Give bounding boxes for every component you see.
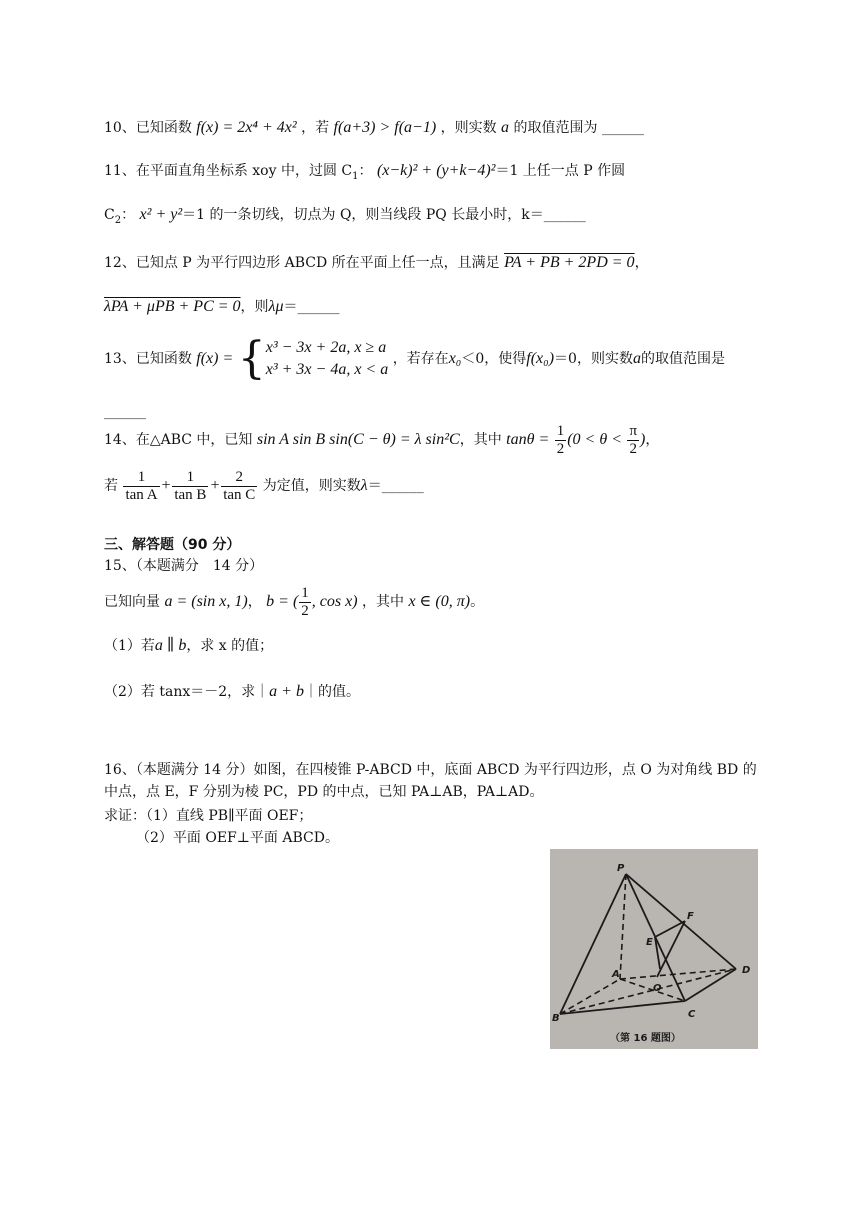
question-15-part-2 — [104, 682, 360, 702]
q11-text: 11、在平面直角坐标系 xoy 中，过圆 C — [104, 163, 353, 179]
q10-variable: a — [501, 119, 510, 136]
question-13 — [104, 333, 725, 384]
q14-lambda: λ — [360, 477, 368, 494]
q14-tan: tanθ = — [506, 431, 550, 448]
piecewise-cases — [266, 337, 389, 381]
label-O: O — [653, 983, 662, 994]
question-16-prove-1: 求证：（1）直线 PB∥平面 OEF； — [104, 808, 313, 824]
label-A: A — [612, 969, 620, 980]
diagonal-BD — [560, 969, 736, 1014]
edge-PA — [620, 874, 626, 979]
denominator: 2 — [301, 602, 309, 619]
answer-blank[interactable]: ______ — [104, 404, 146, 420]
q10-text: 的取值范围为 — [513, 120, 598, 136]
label-C: C — [688, 1009, 696, 1020]
q14-text: ，其中 — [459, 432, 502, 448]
answer-blank[interactable]: ______ — [601, 120, 644, 136]
q11-text: ： — [121, 207, 136, 223]
question-12-line-1 — [104, 253, 649, 273]
q13-text: ，若存在 — [392, 351, 449, 367]
question-15-part-1 — [104, 636, 273, 656]
q15-text: （2）若 tanx＝－2，求｜ — [104, 684, 270, 700]
q10-text: ，若 — [301, 120, 330, 136]
q10-prefix: 10、已知函数 — [104, 120, 192, 136]
section-heading: 三、解答题（90 分） — [104, 537, 241, 553]
q14-equation: sin A sin B sin(C − θ) = λ sin²C — [256, 431, 460, 448]
numerator: 2 — [221, 469, 257, 487]
fraction — [123, 469, 159, 504]
question-10 — [104, 118, 644, 138]
q12-vector-equation: PA + PB + 2PD = 0 — [504, 254, 635, 271]
question-15-header: 15、（本题满分 14 分） — [104, 558, 264, 574]
edge-PD — [626, 874, 736, 969]
answer-blank[interactable]: ______ — [297, 299, 340, 315]
subscript: 1 — [352, 170, 359, 182]
subscript: 2 — [114, 214, 122, 226]
numerator: π — [629, 422, 638, 439]
q15-text: ， — [247, 594, 262, 610]
fraction — [172, 469, 208, 504]
label-D: D — [742, 965, 751, 976]
denominator: 2 — [629, 440, 637, 457]
denominator: tan B — [174, 486, 207, 503]
q11-text: ＝1 上任一点 P 作圆 — [495, 163, 626, 179]
question-14-line-1 — [104, 420, 659, 460]
q12-product: λμ — [268, 298, 284, 315]
q13-text: 13、已知函数 — [104, 351, 192, 367]
fraction — [555, 423, 567, 458]
brace-icon: { — [237, 333, 266, 384]
q11-circle-equation: (x−k)² + (y+k−4)² — [376, 162, 496, 179]
label-F: F — [687, 911, 694, 922]
question-16-prove-2: （2）平面 OEF⊥平面 ABCD。 — [136, 830, 339, 846]
q13-case-2: x³ + 3x − 4a, x < a — [265, 361, 389, 378]
q13-text: ＝0，则实数 — [554, 351, 633, 367]
denominator: tan A — [125, 486, 158, 503]
q13-case-1: x³ − 3x + 2a, x ≥ a — [265, 339, 387, 356]
q15-text: ，求 x 的值； — [186, 638, 274, 654]
q15-domain: x ∈ (0, π) — [408, 593, 471, 610]
question-11-line-1 — [104, 161, 625, 187]
question-14-line-2 — [104, 466, 424, 506]
q14-text: 若 — [104, 478, 118, 494]
q14-range: (0 < θ < — [567, 431, 622, 448]
q12-text: 12、已知点 P 为平行四边形 ABCD 所在平面上任一点，且满足 — [104, 255, 500, 271]
q11-text: ＝1 的一条切线，切点为 Q，则当线段 PQ 长最小时，k＝ — [182, 207, 544, 223]
fraction — [221, 469, 257, 504]
answer-blank[interactable]: ______ — [543, 207, 586, 223]
q14-text: ＝ — [367, 478, 382, 494]
figure-caption: （第 16 题图） — [610, 1033, 681, 1044]
edge-CD — [685, 969, 736, 1001]
q13-text: 的取值范围是 — [640, 351, 725, 367]
fraction — [627, 423, 639, 458]
answer-blank[interactable]: ______ — [381, 478, 424, 494]
q14-range: ) — [640, 431, 646, 448]
plus-sign: + — [209, 477, 221, 494]
q15-text: ，其中 — [361, 594, 404, 610]
edge-PB — [560, 874, 626, 1014]
q13-x0: x₀ — [448, 350, 462, 367]
q13-text: ＜0，使得 — [461, 351, 527, 367]
q13-variable: a — [632, 350, 641, 367]
vector-b: , cos x) — [311, 593, 358, 610]
pyramid-diagram — [550, 849, 758, 1049]
q13-fx0: f(x₀) — [526, 350, 555, 367]
q11-circle-equation: x² + y² — [139, 206, 183, 223]
q15-text: （1）若 — [104, 638, 155, 654]
q15-parallel: a ∥ b — [154, 637, 187, 654]
vector-b: b = ( — [266, 593, 299, 610]
denominator: 2 — [556, 440, 565, 457]
q15-text: ｜的值。 — [303, 684, 360, 700]
label-E: E — [646, 937, 653, 948]
numerator: 1 — [172, 469, 208, 487]
q12-text: ， — [634, 255, 649, 271]
label-P: P — [617, 863, 625, 874]
denominator: tan C — [223, 486, 256, 503]
vector-a: a = (sin x, 1) — [164, 593, 248, 610]
fraction — [299, 585, 311, 620]
plus-sign: + — [160, 477, 172, 494]
question-15-given — [104, 582, 484, 622]
label-B: B — [552, 1013, 560, 1024]
question-12-line-2 — [104, 297, 340, 317]
numerator: 1 — [301, 584, 309, 601]
question-11-line-2 — [104, 205, 586, 231]
q13-function: f(x) = — [196, 350, 234, 367]
q14-text: 为定值，则实数 — [262, 478, 361, 494]
numerator: 1 — [123, 469, 159, 487]
q10-text: ，则实数 — [440, 120, 497, 136]
pyramid-figure — [550, 849, 758, 1049]
q10-condition: f(a+3) > f(a−1) — [333, 119, 437, 136]
q11-text: ： — [358, 163, 373, 179]
q12-vector-equation: λPA + μPB + PC = 0 — [104, 298, 241, 315]
q14-text: ， — [645, 432, 660, 448]
question-13-blank-line — [104, 402, 146, 422]
q14-text: 14、在△ABC 中，已知 — [104, 432, 253, 448]
q15-text: 。 — [470, 594, 485, 610]
numerator: 1 — [556, 422, 565, 439]
question-16-text: 16、（本题满分 14 分）如图，在四棱锥 P-ABCD 中，底面 ABCD 为平行四边形，点 O 为对角线 BD 的中点，点 E，F 分别为棱 PC，PD 的中点，已知 PA⊥AB，PA⊥AD。 — [104, 762, 757, 800]
q10-function: f(x) = 2x⁴ + 4x² — [196, 119, 297, 136]
q12-text: ，则 — [240, 299, 269, 315]
q15-sum: a + b — [269, 683, 304, 700]
q12-text: ＝ — [283, 299, 298, 315]
q11-text: C — [104, 207, 115, 223]
q15-text: 已知向量 — [104, 594, 160, 610]
